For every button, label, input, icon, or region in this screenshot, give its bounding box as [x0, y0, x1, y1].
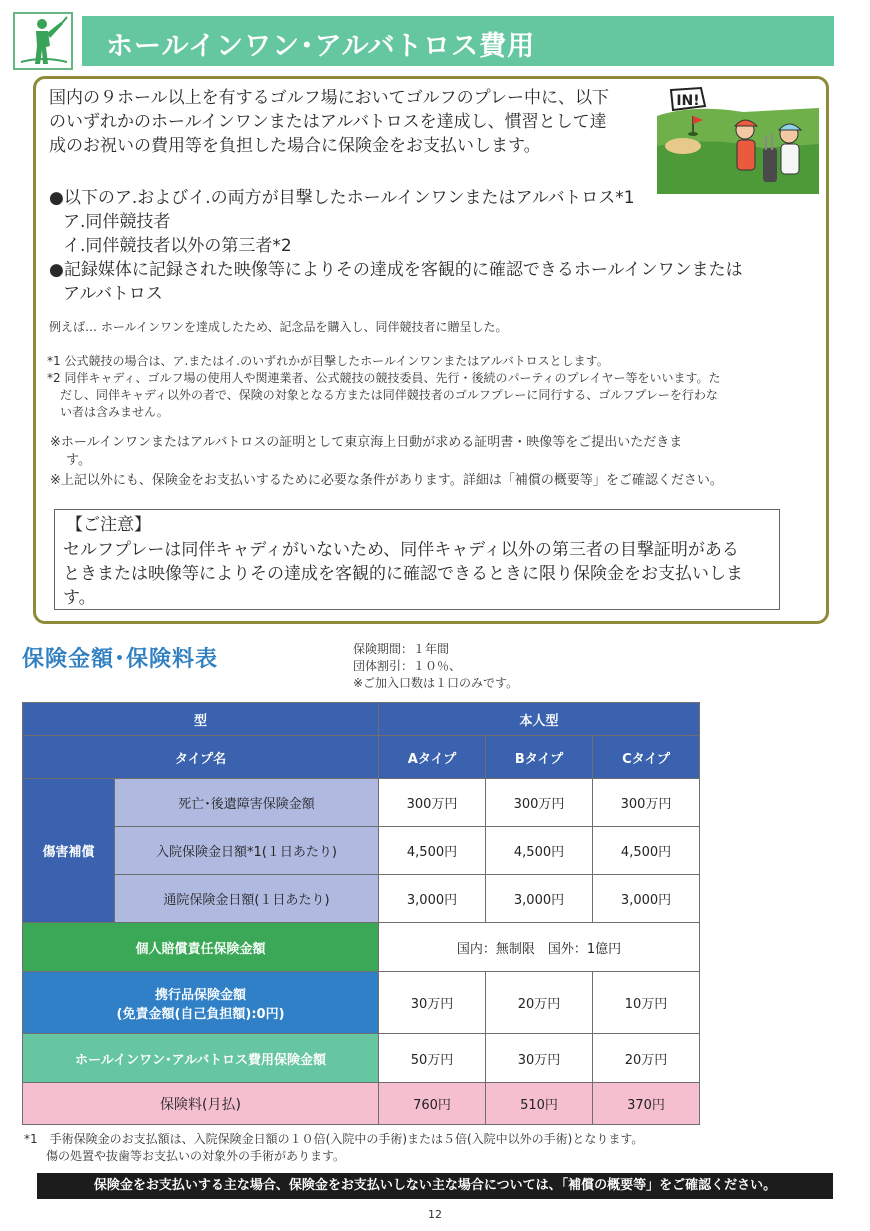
meta-period: 保険期間：１年間: [353, 642, 450, 656]
type-value: 本人型: [379, 703, 700, 736]
caution-line-3: す。: [63, 588, 96, 608]
cell-value: 4,500円: [593, 827, 700, 875]
bullet-2: ●記録媒体に記録された映像等によりその達成を客観的に確認できるホールインワンまたは: [49, 260, 743, 280]
cell-value: 3,000円: [486, 875, 593, 923]
type-header: 型: [23, 703, 379, 736]
bullet-mark: ●: [49, 188, 64, 208]
cell-value: 3,000円: [379, 875, 486, 923]
injury-group-label: 傷害補償: [23, 779, 115, 923]
plan-b-header: Bタイプ: [486, 736, 593, 779]
cell-value: 300万円: [486, 779, 593, 827]
note-1: ※ホールインワンまたはアルバトロスの証明として東京海上日動が求める証明書・映像等をご提出いただきま: [50, 435, 683, 450]
golfers-illustration: [653, 86, 823, 198]
premium-value: 370円: [593, 1083, 700, 1125]
table-row: [23, 1034, 700, 1083]
table-row: [23, 923, 700, 972]
cell-value: 300万円: [593, 779, 700, 827]
bullet-mark: ●: [49, 260, 64, 280]
footnote-1: *1 公式競技の場合は、ア.またはイ.のいずれかが目撃したホールインワンまたはアルバトロスとします。: [47, 354, 609, 368]
page-number: 12: [428, 1208, 442, 1221]
cell-value: 30万円: [486, 1034, 593, 1083]
section-title: 保険金額･保険料表: [22, 647, 219, 672]
premium-value: 510円: [486, 1083, 593, 1125]
bullet-1-item-b: イ.同伴競技者以外の第三者*2: [63, 236, 292, 256]
premium-label: 保険料(月払): [23, 1083, 379, 1125]
table-row: [23, 1083, 700, 1125]
plan-a-header: Aタイプ: [379, 736, 486, 779]
property-label: 携行品保険金額 (免責金額(自己負担額):0円): [23, 972, 379, 1034]
table-row: [23, 972, 700, 1034]
bullet-2-line-2: アルバトロス: [63, 284, 163, 304]
cell-value: 20万円: [486, 972, 593, 1034]
plan-c-header: Cタイプ: [593, 736, 700, 779]
example-text: 例えば… ホールインワンを達成したため、記念品を購入し、同伴競技者に贈呈した。: [49, 320, 508, 334]
bullet-1-item-a: ア.同伴競技者: [63, 212, 171, 232]
plan-name-header: タイプ名: [23, 736, 379, 779]
intro-line-2: のいずれかのホールインワンまたはアルバトロスを達成し、慣習として達: [49, 112, 607, 132]
caution-line-1: セルフプレーは同伴キャディがいないため、同伴キャディ以外の第三者の目撃証明がある: [63, 540, 739, 560]
golfer-icon: [13, 12, 73, 70]
illustration-sign-text: IN!: [676, 93, 700, 109]
note-2: ※上記以外にも、保険金をお支払いするために必要な条件があります。詳細は「補償の概要等」をご確認ください。: [50, 473, 723, 488]
premium-value: 760円: [379, 1083, 486, 1125]
table-row: [23, 827, 700, 875]
cell-value: 3,000円: [593, 875, 700, 923]
cell-value: 4,500円: [379, 827, 486, 875]
footnote-2-cont: だし、同伴キャディ以外の者で、保険の対象となる方または同伴競技者のゴルフプレーに同行する、ゴルフプレーを行わな: [60, 388, 718, 402]
cell-value: 300万円: [379, 779, 486, 827]
cell-value: 30万円: [379, 972, 486, 1034]
table-footnote-2: 傷の処置や抜歯等お支払いの対象外の手術があります。: [46, 1149, 346, 1163]
rate-table: [22, 702, 700, 1125]
note-1-cont: す。: [66, 453, 91, 468]
table-row: [23, 736, 700, 779]
page-title: ホールインワン･アルバトロス費用: [106, 31, 536, 62]
intro-line-3: 成のお祝いの費用等を負担した場合に保険金をお支払いします。: [49, 136, 541, 156]
intro-line-1: 国内の９ホール以上を有するゴルフ場においてゴルフのプレー中に、以下: [49, 88, 609, 108]
row-label: 通院保険金日額(１日あたり): [115, 875, 379, 923]
footnote-2-end: い者は含みません。: [60, 405, 169, 419]
meta-discount: 団体割引：１０％、: [353, 659, 462, 673]
row-label: 入院保険金日額*1(１日あたり): [115, 827, 379, 875]
caution-line-2: ときまたは映像等によりその達成を客観的に確認できるときに限り保険金をお支払いしま: [63, 564, 743, 584]
liability-label: 個人賠償責任保険金額: [23, 923, 379, 972]
row-label: 死亡･後遺障害保険金額: [115, 779, 379, 827]
cell-value: 10万円: [593, 972, 700, 1034]
cell-value: 4,500円: [486, 827, 593, 875]
table-row: [23, 779, 700, 827]
table-footnote-1: *1 手術保険金のお支払額は、入院保険金日額の１０倍(入院中の手術)または５倍(入院中以外の手術)となります。: [24, 1132, 644, 1146]
table-row: [23, 703, 700, 736]
hole-in-one-label: ホールインワン･アルバトロス費用保険金額: [23, 1034, 379, 1083]
cell-value: 20万円: [593, 1034, 700, 1083]
header-bar: [82, 16, 834, 66]
cell-value: 50万円: [379, 1034, 486, 1083]
meta-units-note: ※ご加入口数は１口のみです。: [353, 676, 519, 690]
table-row: [23, 875, 700, 923]
footer-banner: 保険金をお支払いする主な場合、保険金をお支払いしない主な場合については、「補償の概要等」をご確認ください。: [37, 1173, 833, 1199]
footnote-2: *2 同伴キャディ、ゴルフ場の使用人や関連業者、公式競技の競技委員、先行・後続のパーティのプレイヤー等をいいます。た: [47, 371, 721, 385]
bullet-1: ●以下のア.およびイ.の両方が目撃したホールインワンまたはアルバトロス*1: [49, 188, 635, 208]
liability-value: 国内：無制限 国外：1億円: [379, 923, 700, 972]
caution-title: 【ご注意】: [66, 515, 151, 535]
